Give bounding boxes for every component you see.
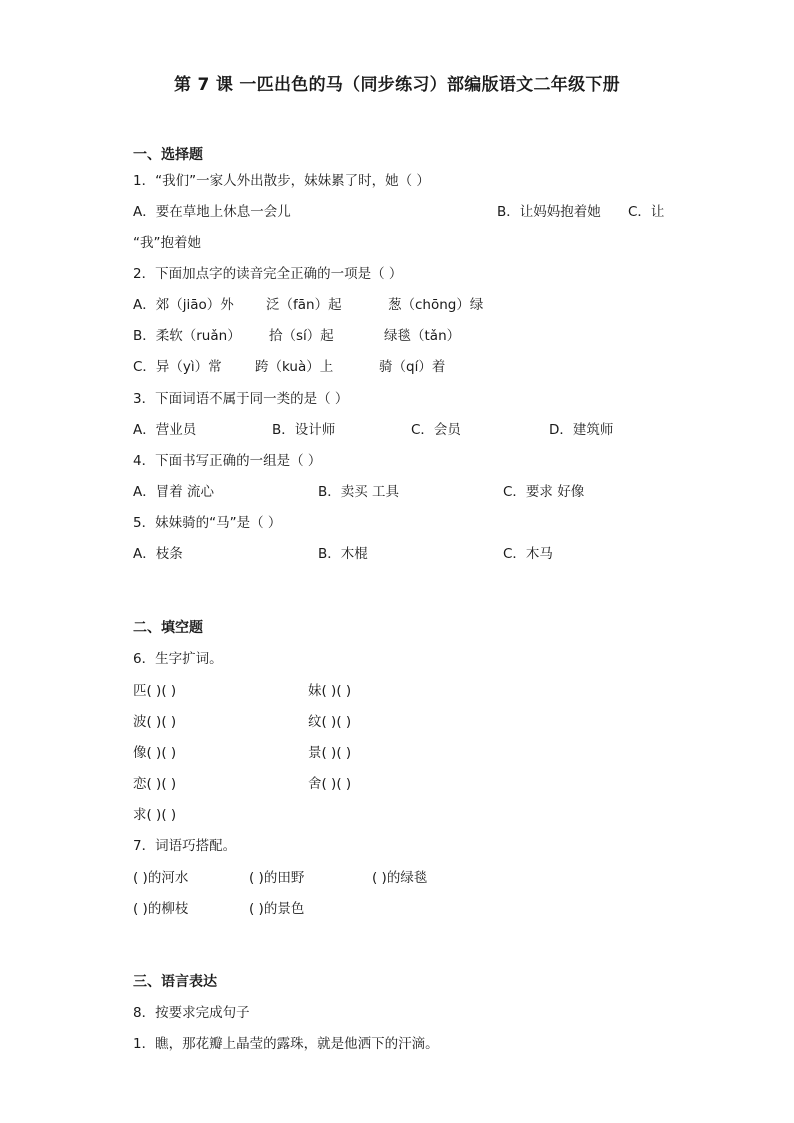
question-2-option-b-word-1: B．柔软（ruǎn）	[133, 328, 241, 344]
question-5-option-a: A．枝条	[133, 546, 183, 562]
question-2-stem: 2．下面加点字的读音完全正确的一项是（ ）	[133, 266, 403, 282]
section-heading-language-expression: 三、语言表达	[133, 974, 217, 990]
question-3-option-c: C．会员	[411, 422, 461, 438]
question-2-option-c-word-2: 跨（kuà）上	[255, 359, 334, 375]
question-6-stem: 6．生字扩词。	[133, 651, 223, 667]
question-7-blank-2: ( )的田野	[249, 870, 305, 886]
section-heading-fill-in: 二、填空题	[133, 620, 203, 636]
section-heading-choice: 一、选择题	[133, 147, 203, 163]
question-1-option-c: C．让	[628, 204, 665, 220]
question-6-blank-row-1-left: 匹( )( )	[133, 683, 177, 699]
question-3-option-d: D．建筑师	[549, 422, 614, 438]
question-3-option-b: B．设计师	[272, 422, 336, 438]
question-1-option-a: A．要在草地上休息一会儿	[133, 204, 291, 220]
question-6-blank-row-4-right: 舍( )( )	[308, 776, 352, 792]
question-4-stem: 4．下面书写正确的一组是（ ）	[133, 453, 322, 469]
question-2-option-b-word-2: 拾（sí）起	[269, 328, 334, 344]
question-5-option-b: B．木棍	[318, 546, 368, 562]
question-7-blank-5: ( )的景色	[249, 901, 305, 917]
question-4-option-b: B．卖买 工具	[318, 484, 400, 500]
question-7-blank-4: ( )的柳枝	[133, 901, 189, 917]
question-1-option-c-continued: “我”抱着她	[133, 235, 201, 251]
question-6-blank-row-5-left: 求( )( )	[133, 807, 177, 823]
question-2-option-a-word-3: 葱（chōng）绿	[388, 297, 484, 313]
question-6-blank-row-1-right: 妹( )( )	[308, 683, 352, 699]
question-8-sentence-1: 1．瞧，那花瓣上晶莹的露珠，就是他洒下的汗滴。	[133, 1036, 439, 1052]
question-1-option-b: B．让妈妈抱着她	[497, 204, 601, 220]
question-2-option-c-word-3: 骑（qí）着	[379, 359, 446, 375]
question-4-option-c: C．要求 好像	[503, 484, 585, 500]
question-7-stem: 7．词语巧搭配。	[133, 838, 237, 854]
page-title: 第 7 课 一匹出色的马（同步练习）部编版语文二年级下册	[174, 75, 620, 95]
question-2-option-b-word-3: 绿毯（tǎn）	[384, 328, 461, 344]
question-2-option-c-word-1: C．异（yì）常	[133, 359, 222, 375]
question-6-blank-row-3-left: 像( )( )	[133, 745, 177, 761]
question-2-option-a-word-1: A．郊（jiāo）外	[133, 297, 234, 313]
question-6-blank-row-3-right: 景( )( )	[308, 745, 352, 761]
question-5-option-c: C．木马	[503, 546, 553, 562]
question-7-blank-3: ( )的绿毯	[372, 870, 428, 886]
question-6-blank-row-4-left: 恋( )( )	[133, 776, 177, 792]
question-3-stem: 3．下面词语不属于同一类的是（ ）	[133, 391, 349, 407]
question-5-stem: 5．妹妹骑的“马”是（ ）	[133, 515, 282, 531]
question-2-option-a-word-2: 泛（fān）起	[266, 297, 342, 313]
question-6-blank-row-2-left: 波( )( )	[133, 714, 177, 730]
question-7-blank-1: ( )的河水	[133, 870, 189, 886]
question-4-option-a: A．冒着 流心	[133, 484, 215, 500]
question-3-option-a: A．营业员	[133, 422, 197, 438]
question-1-stem: 1．“我们”一家人外出散步，妹妹累了时，她（ ）	[133, 173, 430, 189]
question-6-blank-row-2-right: 纹( )( )	[308, 714, 352, 730]
question-8-stem: 8．按要求完成句子	[133, 1005, 250, 1021]
